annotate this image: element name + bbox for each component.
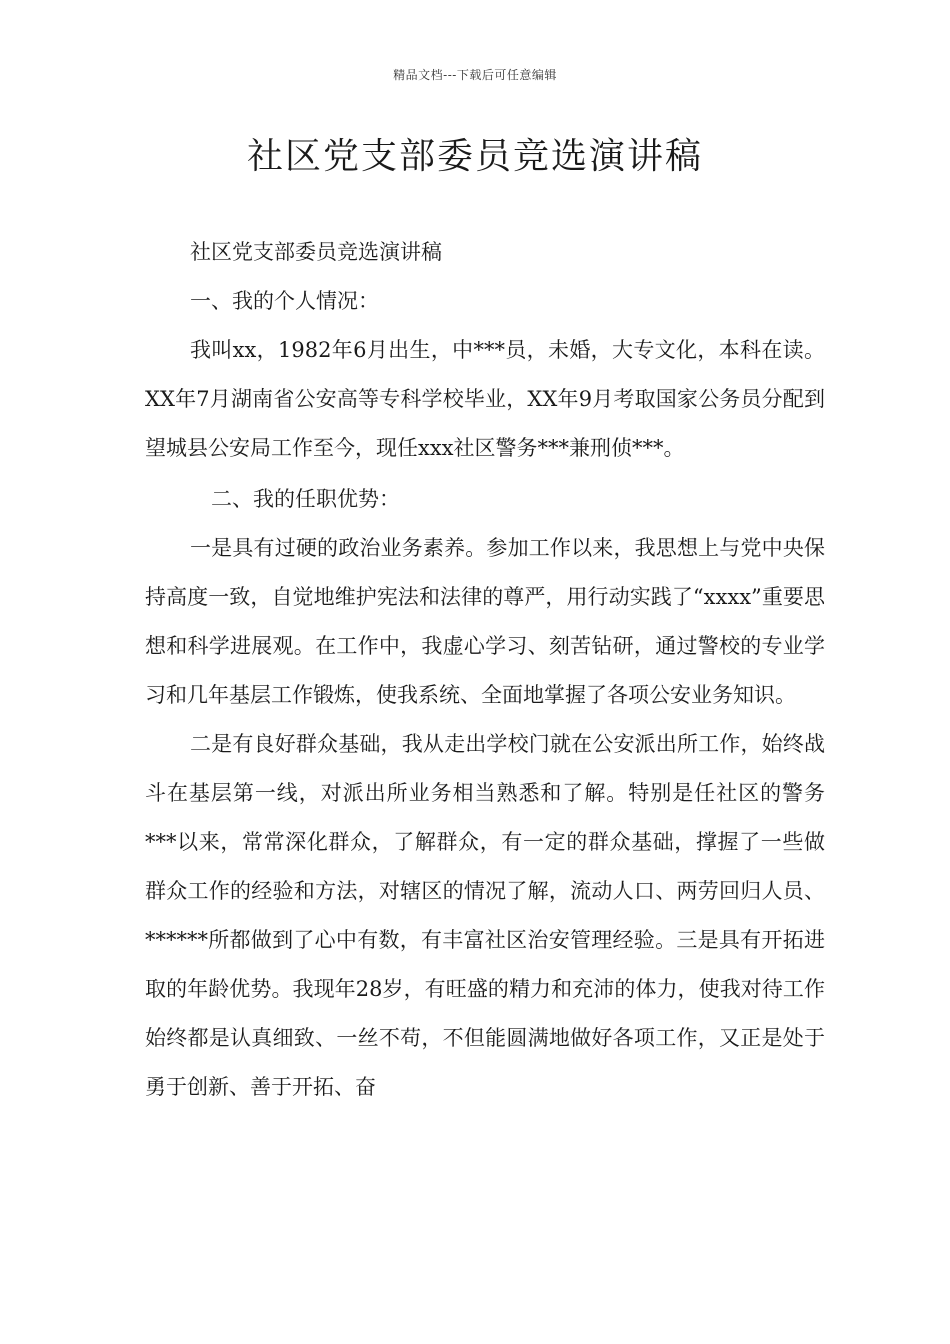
- header-note: 精品文档---下载后可任意编辑: [393, 68, 557, 82]
- paragraph-advantage-1: 一是具有过硬的政治业务素养。参加工作以来，我思想上与党中央保持高度一致，自觉地维护宪法和法律的尊严，用行动实践了“xxxx”重要思想和科学进展观。在工作中，我虚心学习、刻苦钻研，通过警校的专业学习和几年基层工作锻炼，使我系统、全面地掌握了各项公安业务知识。: [145, 536, 825, 707]
- document-title: 社区党支部委员竞选演讲稿: [246, 136, 703, 177]
- paragraph-subtitle: 社区党支部委员竞选演讲稿: [190, 240, 442, 264]
- document-body: [145, 228, 825, 1112]
- paragraph-advantage-2: 二是有良好群众基础，我从走出学校门就在公安派出所工作，始终战斗在基层第一线，对派出所业务相当熟悉和了解。特别是任社区的警务***以来，常常深化群众，了解群众，有一定的群众基础，撑握了一些做群众工作的经验和方法，对辖区的情况了解，流动人口、两劳回归人员、******所都做到了心中有数，有丰富社区治安管理经验。三是具有开拓进取的年龄优势。我现年28岁，有旺盛的精力和充沛的体力，使我对待工作始终都是认真细致、一丝不苟，不但能圆满地做好各项工作，又正是处于勇于创新、善于开拓、奋: [145, 732, 825, 1099]
- paragraph-personal-info: 我叫xx，1982年6月出生，中***员，未婚，大专文化，本科在读。XX年7月湖南省公安高等专科学校毕业，XX年9月考取国家公务员分配到望城县公安局工作至今，现任xxx社区警务***兼刑侦***。: [145, 338, 825, 460]
- paragraph-section-heading-2: 二、我的任职优势：: [211, 487, 400, 511]
- paragraph-section-heading-1: 一、我的个人情况：: [190, 289, 379, 313]
